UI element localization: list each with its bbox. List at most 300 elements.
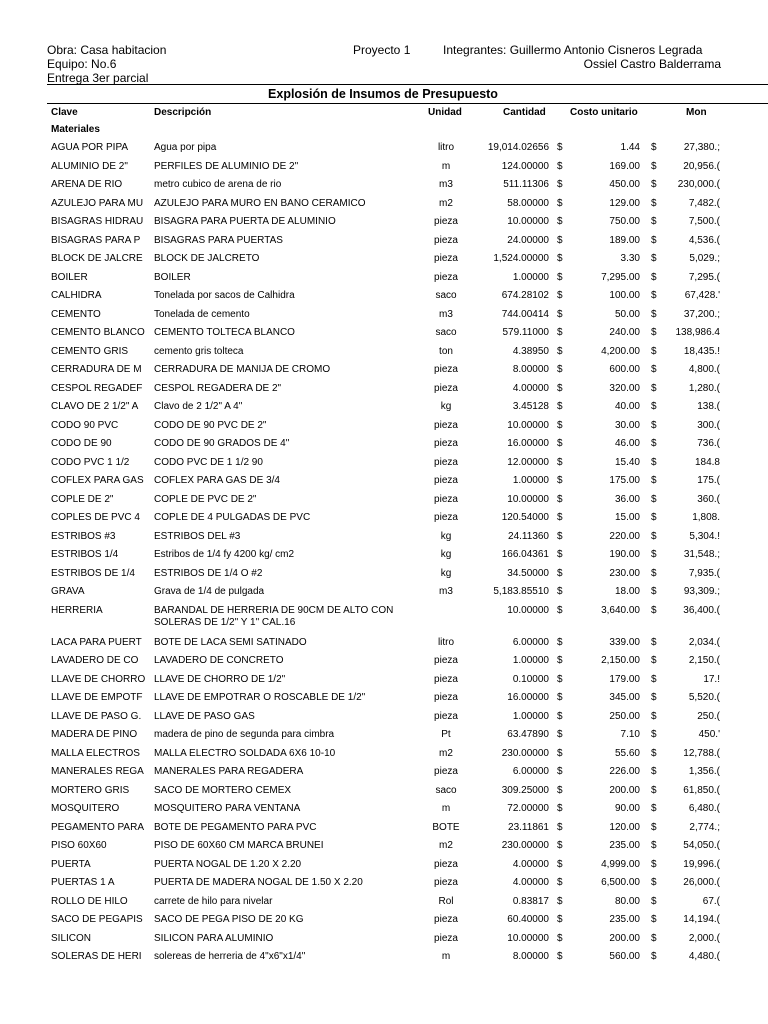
row-clave: ESTRIBOS 1/4 [51, 549, 119, 561]
row-unidad: kg [440, 549, 452, 561]
row-descripcion: MALLA ELECTRO SOLDADA 6X6 10-10 [154, 747, 336, 759]
row-unidad: Pt [441, 729, 451, 741]
row-costo-unitario: 175.00 [609, 475, 640, 487]
row-clave: BLOCK DE JALCRE [51, 253, 143, 265]
row-cantidad: 6.00000 [512, 766, 549, 778]
row-monto: 5,520.( [688, 692, 720, 704]
row-monto: 7,935.( [688, 567, 720, 579]
row-descripcion: Grava de 1/4 de pulgada [154, 586, 265, 598]
row-currency-symbol: $ [651, 840, 657, 852]
row-unidad: pieza [434, 493, 458, 505]
row-clave: PUERTAS 1 A [51, 877, 115, 889]
row-descripcion: BARANDAL DE HERRERIA DE 90CM DE ALTO CON SOLERAS DE 1/2" Y 1" CAL.16 [154, 605, 394, 628]
column-header-cantidad: Cantidad [503, 107, 546, 118]
row-descripcion: CEMENTO TOLTECA BLANCO [154, 327, 295, 339]
row-currency-symbol: $ [651, 549, 657, 561]
row-cantidad: 230.00000 [501, 840, 549, 852]
equipo-label: Equipo: No.6 [47, 57, 117, 71]
integrante-2-label: Ossiel Castro Balderrama [583, 57, 721, 71]
row-currency-symbol: $ [557, 914, 563, 926]
row-monto: 5,029.; [689, 253, 720, 265]
row-currency-symbol: $ [557, 877, 563, 889]
row-monto: 1,356.( [688, 766, 720, 778]
row-descripcion: Tonelada por sacos de Calhidra [154, 290, 295, 302]
row-monto: 18,435.! [683, 345, 720, 357]
column-header-descripcion: Descripción [154, 107, 212, 118]
row-monto: 17.! [703, 673, 720, 685]
row-unidad: pieza [434, 655, 458, 667]
row-currency-symbol: $ [557, 710, 563, 722]
row-costo-unitario: 220.00 [609, 530, 640, 542]
row-unidad: pieza [434, 673, 458, 685]
row-descripcion: solereas de herreria de 4"x6"x1/4" [154, 951, 306, 963]
row-monto: 184.8 [694, 456, 720, 468]
row-monto: 19,996.( [683, 858, 720, 870]
row-monto: 300.( [697, 419, 720, 431]
row-currency-symbol: $ [651, 216, 657, 228]
row-clave: CEMENTO [51, 308, 101, 320]
row-currency-symbol: $ [557, 419, 563, 431]
row-monto: 20,956.( [683, 160, 720, 172]
row-cantidad: 63.47890 [507, 729, 549, 741]
row-currency-symbol: $ [651, 605, 657, 616]
row-monto: 14,194.( [683, 914, 720, 926]
row-clave: SOLERAS DE HERI [51, 951, 142, 963]
row-unidad: litro [437, 636, 455, 648]
row-cantidad: 5,183.85510 [493, 586, 549, 598]
row-clave: ARENA DE RIO [51, 179, 123, 191]
row-costo-unitario: 120.00 [609, 821, 640, 833]
row-clave: PUERTA [51, 858, 91, 870]
row-cantidad: 10.00000 [507, 419, 549, 431]
row-descripcion: metro cubico de arena de rio [154, 179, 282, 191]
row-currency-symbol: $ [651, 438, 657, 450]
row-monto: 31,548.; [683, 549, 720, 561]
row-descripcion: Clavo de 2 1/2" A 4" [154, 401, 243, 413]
row-monto: 1,808. [692, 512, 720, 524]
row-unidad: pieza [434, 438, 458, 450]
row-currency-symbol: $ [557, 636, 563, 648]
row-unidad: pieza [434, 858, 458, 870]
row-currency-symbol: $ [651, 512, 657, 524]
row-clave: BISAGRAS PARA P [51, 234, 141, 246]
row-descripcion: BOTE DE LACA SEMI SATINADO [154, 636, 307, 648]
row-cantidad: 6.00000 [512, 636, 549, 648]
row-cantidad: 60.40000 [507, 914, 549, 926]
row-currency-symbol: $ [557, 271, 563, 283]
row-currency-symbol: $ [651, 382, 657, 394]
row-clave: ESTRIBOS #3 [51, 530, 116, 542]
row-clave: AGUA POR PIPA [51, 142, 129, 153]
row-currency-symbol: $ [557, 784, 563, 796]
row-currency-symbol: $ [651, 914, 657, 926]
row-currency-symbol: $ [557, 567, 563, 579]
row-unidad: pieza [434, 766, 458, 778]
row-clave: CODO DE 90 [51, 438, 112, 450]
row-costo-unitario: 7,295.00 [601, 271, 640, 283]
row-currency-symbol: $ [557, 605, 563, 616]
row-descripcion: PERFILES DE ALUMINIO DE 2" [154, 160, 299, 172]
row-monto: 230,000.( [677, 179, 720, 191]
column-header-clave: Clave [51, 107, 78, 118]
row-clave: SACO DE PEGAPIS [51, 914, 143, 926]
row-monto: 37,200.; [683, 308, 720, 320]
row-cantidad: 744.00414 [501, 308, 549, 320]
row-currency-symbol: $ [651, 160, 657, 172]
row-descripcion: carrete de hilo para nivelar [154, 895, 273, 907]
row-clave: ROLLO DE HILO [51, 895, 128, 907]
row-currency-symbol: $ [557, 803, 563, 815]
row-currency-symbol: $ [651, 530, 657, 542]
row-currency-symbol: $ [557, 821, 563, 833]
row-cantidad: 8.00000 [512, 951, 549, 963]
row-descripcion: COPLE DE 4 PULGADAS DE PVC [154, 512, 311, 524]
row-descripcion: SACO DE MORTERO CEMEX [154, 784, 292, 796]
row-monto: 12,788.( [683, 747, 720, 759]
row-costo-unitario: 600.00 [609, 364, 640, 376]
row-unidad: m3 [439, 179, 453, 191]
row-clave: LLAVE DE PASO G. [51, 710, 142, 722]
row-currency-symbol: $ [557, 160, 563, 172]
row-currency-symbol: $ [557, 655, 563, 667]
row-monto: 4,800.( [688, 364, 720, 376]
row-currency-symbol: $ [651, 710, 657, 722]
row-currency-symbol: $ [651, 692, 657, 704]
row-currency-symbol: $ [651, 636, 657, 648]
row-currency-symbol: $ [651, 895, 657, 907]
row-cantidad: 10.00000 [507, 605, 549, 616]
row-costo-unitario: 15.40 [614, 456, 640, 468]
integrantes-label: Integrantes: Guillermo Antonio Cisneros Legrada [443, 43, 703, 57]
row-currency-symbol: $ [651, 784, 657, 796]
row-costo-unitario: 15.00 [614, 512, 640, 524]
row-descripcion: SILICON PARA ALUMINIO [154, 932, 274, 944]
row-cantidad: 309.25000 [501, 784, 549, 796]
row-cantidad: 4.00000 [512, 382, 549, 394]
row-currency-symbol: $ [651, 729, 657, 741]
row-clave: COPLES DE PVC 4 [51, 512, 140, 524]
row-unidad: litro [437, 142, 455, 153]
row-descripcion: PUERTA NOGAL DE 1.20 X 2.20 [154, 858, 302, 870]
row-unidad: pieza [434, 456, 458, 468]
row-monto: 450.' [698, 729, 720, 741]
row-currency-symbol: $ [557, 382, 563, 394]
row-currency-symbol: $ [651, 456, 657, 468]
row-descripcion: Agua por pipa [154, 142, 217, 153]
row-costo-unitario: 169.00 [609, 160, 640, 172]
row-currency-symbol: $ [651, 401, 657, 413]
row-costo-unitario: 46.00 [614, 438, 640, 450]
row-unidad: kg [440, 401, 452, 413]
row-costo-unitario: 750.00 [609, 216, 640, 228]
row-currency-symbol: $ [651, 253, 657, 265]
row-currency-symbol: $ [557, 290, 563, 302]
row-costo-unitario: 345.00 [609, 692, 640, 704]
row-cantidad: 16.00000 [507, 692, 549, 704]
row-unidad: m2 [439, 840, 453, 852]
row-cantidad: 3.45128 [512, 401, 549, 413]
row-costo-unitario: 3.30 [620, 253, 640, 265]
row-clave: CERRADURA DE M [51, 364, 142, 376]
row-currency-symbol: $ [651, 234, 657, 246]
row-currency-symbol: $ [557, 840, 563, 852]
row-costo-unitario: 230.00 [609, 567, 640, 579]
row-monto: 26,000.( [683, 877, 720, 889]
row-clave: PEGAMENTO PARA [51, 821, 144, 833]
row-unidad: pieza [434, 364, 458, 376]
row-costo-unitario: 450.00 [609, 179, 640, 191]
row-costo-unitario: 189.00 [609, 234, 640, 246]
row-monto: 138,986.4 [675, 327, 720, 339]
row-costo-unitario: 226.00 [609, 766, 640, 778]
row-descripcion: madera de pino de segunda para cimbra [154, 729, 335, 741]
row-unidad: ton [439, 345, 453, 357]
row-currency-symbol: $ [557, 456, 563, 468]
row-cantidad: 10.00000 [507, 493, 549, 505]
row-clave: GRAVA [51, 586, 85, 598]
row-costo-unitario: 3,640.00 [601, 605, 640, 616]
row-descripcion: ESTRIBOS DEL #3 [154, 530, 241, 542]
row-clave: MORTERO GRIS [51, 784, 130, 796]
row-currency-symbol: $ [557, 895, 563, 907]
row-monto: 5,304.! [689, 530, 720, 542]
row-cantidad: 58.00000 [507, 197, 549, 209]
row-currency-symbol: $ [557, 234, 563, 246]
row-clave: CALHIDRA [51, 290, 102, 302]
row-currency-symbol: $ [557, 512, 563, 524]
row-currency-symbol: $ [651, 290, 657, 302]
row-costo-unitario: 129.00 [609, 197, 640, 209]
row-cantidad: 23.11861 [508, 821, 549, 833]
row-monto: 4,536.( [688, 234, 720, 246]
section-label-materiales: Materiales [51, 124, 100, 135]
row-unidad: m [441, 160, 451, 172]
row-currency-symbol: $ [557, 475, 563, 487]
row-costo-unitario: 36.00 [614, 493, 640, 505]
row-costo-unitario: 100.00 [609, 290, 640, 302]
row-unidad: pieza [434, 271, 458, 283]
row-unidad: m2 [439, 747, 453, 759]
row-currency-symbol: $ [651, 345, 657, 357]
row-descripcion: Estribos de 1/4 fy 4200 kg/ cm2 [154, 549, 295, 561]
row-currency-symbol: $ [557, 932, 563, 944]
row-currency-symbol: $ [557, 438, 563, 450]
row-unidad: pieza [434, 512, 458, 524]
row-descripcion: LAVADERO DE CONCRETO [154, 655, 284, 667]
row-currency-symbol: $ [557, 142, 563, 153]
row-unidad: pieza [434, 216, 458, 228]
row-descripcion: LLAVE DE PASO GAS [154, 710, 255, 722]
row-monto: 7,500.( [688, 216, 720, 228]
row-descripcion: SACO DE PEGA PISO DE 20 KG [154, 914, 304, 926]
row-monto: 736.( [697, 438, 720, 450]
row-descripcion: LLAVE DE CHORRO DE 1/2" [154, 673, 286, 685]
row-clave: LAVADERO DE CO [51, 655, 139, 667]
row-cantidad: 4.38950 [512, 345, 549, 357]
row-cantidad: 24.00000 [507, 234, 549, 246]
row-costo-unitario: 7.10 [620, 729, 640, 741]
row-monto: 6,480.( [688, 803, 720, 815]
row-costo-unitario: 179.00 [609, 673, 640, 685]
row-monto: 67,428.' [684, 290, 720, 302]
row-clave: COPLE DE 2" [51, 493, 114, 505]
row-clave: CODO PVC 1 1/2 [51, 456, 130, 468]
row-currency-symbol: $ [557, 951, 563, 963]
row-cantidad: 8.00000 [512, 364, 549, 376]
row-currency-symbol: $ [557, 673, 563, 685]
row-clave: LLAVE DE EMPOTF [51, 692, 143, 704]
row-clave: ALUMINIO DE 2" [51, 160, 128, 172]
row-clave: CLAVO DE 2 1/2" A [51, 401, 139, 413]
row-descripcion: ESTRIBOS DE 1/4 O #2 [154, 567, 263, 579]
row-costo-unitario: 320.00 [609, 382, 640, 394]
row-unidad: saco [435, 327, 457, 339]
row-clave: LACA PARA PUERT [51, 636, 142, 648]
row-currency-symbol: $ [651, 586, 657, 598]
row-monto: 4,480.( [688, 951, 720, 963]
row-currency-symbol: $ [651, 821, 657, 833]
row-monto: 2,150.( [688, 655, 720, 667]
row-descripcion: BOILER [154, 271, 191, 283]
row-descripcion: Tonelada de cemento [154, 308, 250, 320]
row-descripcion: MANERALES PARA REGADERA [154, 766, 304, 778]
row-unidad: pieza [434, 475, 458, 487]
row-monto: 1,280.( [688, 382, 720, 394]
row-cantidad: 124.00000 [501, 160, 549, 172]
row-costo-unitario: 250.00 [609, 710, 640, 722]
row-currency-symbol: $ [651, 932, 657, 944]
row-costo-unitario: 200.00 [609, 932, 640, 944]
row-clave: SILICON [51, 932, 92, 944]
proyecto-label: Proyecto 1 [353, 43, 411, 57]
row-clave: MANERALES REGA [51, 766, 144, 778]
row-currency-symbol: $ [557, 179, 563, 191]
row-unidad: BOTE [432, 821, 460, 833]
row-currency-symbol: $ [557, 729, 563, 741]
row-cantidad: 1,524.00000 [493, 253, 549, 265]
row-currency-symbol: $ [557, 549, 563, 561]
row-costo-unitario: 2,150.00 [601, 655, 640, 667]
row-unidad: pieza [434, 419, 458, 431]
row-currency-symbol: $ [557, 692, 563, 704]
row-costo-unitario: 1.44 [620, 142, 640, 153]
row-currency-symbol: $ [651, 858, 657, 870]
row-cantidad: 230.00000 [501, 747, 549, 759]
row-currency-symbol: $ [651, 197, 657, 209]
row-currency-symbol: $ [557, 858, 563, 870]
row-clave: ESTRIBOS DE 1/4 [51, 567, 135, 579]
row-monto: 27,380.; [683, 142, 720, 153]
row-currency-symbol: $ [557, 747, 563, 759]
row-unidad: pieza [434, 710, 458, 722]
row-cantidad: 120.54000 [501, 512, 549, 524]
row-unidad: pieza [434, 914, 458, 926]
row-descripcion: COFLEX PARA GAS DE 3/4 [154, 475, 280, 487]
row-cantidad: 579.11000 [502, 327, 549, 339]
row-currency-symbol: $ [651, 308, 657, 320]
row-costo-unitario: 4,200.00 [601, 345, 640, 357]
row-clave: CODO 90 PVC [51, 419, 119, 431]
row-descripcion: cemento gris tolteca [154, 345, 244, 357]
row-cantidad: 12.00000 [507, 456, 549, 468]
row-costo-unitario: 560.00 [609, 951, 640, 963]
row-monto: 61,850.( [683, 784, 720, 796]
row-monto: 67.( [702, 895, 720, 907]
row-costo-unitario: 30.00 [614, 419, 640, 431]
row-cantidad: 0.83817 [512, 895, 549, 907]
row-currency-symbol: $ [651, 766, 657, 778]
row-costo-unitario: 80.00 [614, 895, 640, 907]
row-unidad: pieza [434, 877, 458, 889]
row-costo-unitario: 40.00 [614, 401, 640, 413]
row-descripcion: CODO DE 90 PVC DE 2" [154, 419, 267, 431]
row-costo-unitario: 190.00 [609, 549, 640, 561]
row-descripcion: LLAVE DE EMPOTRAR O ROSCABLE DE 1/2" [154, 692, 366, 704]
row-cantidad: 72.00000 [507, 803, 549, 815]
row-monto: 93,309.; [683, 586, 720, 598]
row-costo-unitario: 339.00 [609, 636, 640, 648]
entrega-label: Entrega 3er parcial [47, 71, 149, 85]
row-monto: 138.( [697, 401, 720, 413]
row-currency-symbol: $ [651, 803, 657, 815]
row-descripcion: BISAGRAS PARA PUERTAS [154, 234, 283, 246]
row-descripcion: PUERTA DE MADERA NOGAL DE 1.50 X 2.20 [154, 877, 363, 889]
row-currency-symbol: $ [651, 567, 657, 579]
row-unidad: saco [435, 290, 457, 302]
row-monto: 250.( [697, 710, 720, 722]
row-currency-symbol: $ [557, 308, 563, 320]
row-costo-unitario: 55.60 [614, 747, 640, 759]
row-clave: AZULEJO PARA MU [51, 197, 144, 209]
obra-label: Obra: Casa habitacion [47, 43, 167, 57]
row-monto: 175.( [697, 475, 720, 487]
column-header-costo-unitario: Costo unitario [570, 107, 638, 118]
row-currency-symbol: $ [557, 253, 563, 265]
row-clave: HERRERIA [51, 605, 103, 616]
row-currency-symbol: $ [557, 493, 563, 505]
row-cantidad: 166.04361 [501, 549, 549, 561]
row-currency-symbol: $ [651, 364, 657, 376]
row-currency-symbol: $ [651, 673, 657, 685]
row-clave: PISO 60X60 [51, 840, 107, 852]
row-clave: CEMENTO BLANCO [51, 327, 145, 339]
row-cantidad: 34.50000 [507, 567, 549, 579]
row-unidad: saco [435, 784, 457, 796]
row-cantidad: 10.00000 [507, 932, 549, 944]
row-currency-symbol: $ [651, 493, 657, 505]
row-descripcion: COPLE DE PVC DE 2" [154, 493, 257, 505]
row-unidad: kg [440, 567, 452, 579]
row-unidad: pieza [434, 382, 458, 394]
row-currency-symbol: $ [557, 766, 563, 778]
row-currency-symbol: $ [651, 179, 657, 191]
row-descripcion: MOSQUITERO PARA VENTANA [154, 803, 301, 815]
row-currency-symbol: $ [651, 419, 657, 431]
row-unidad: pieza [434, 234, 458, 246]
row-cantidad: 1.00000 [512, 271, 549, 283]
document-title: Explosión de Insumos de Presupuesto [268, 87, 498, 101]
row-currency-symbol: $ [651, 747, 657, 759]
row-descripcion: BISAGRA PARA PUERTA DE ALUMINIO [154, 216, 336, 228]
row-unidad: pieza [434, 932, 458, 944]
row-currency-symbol: $ [557, 401, 563, 413]
row-currency-symbol: $ [651, 271, 657, 283]
row-unidad: m [441, 951, 451, 963]
row-cantidad: 16.00000 [507, 438, 549, 450]
row-costo-unitario: 6,500.00 [601, 877, 640, 889]
row-cantidad: 511.11306 [503, 179, 549, 191]
row-cantidad: 674.28102 [501, 290, 549, 302]
